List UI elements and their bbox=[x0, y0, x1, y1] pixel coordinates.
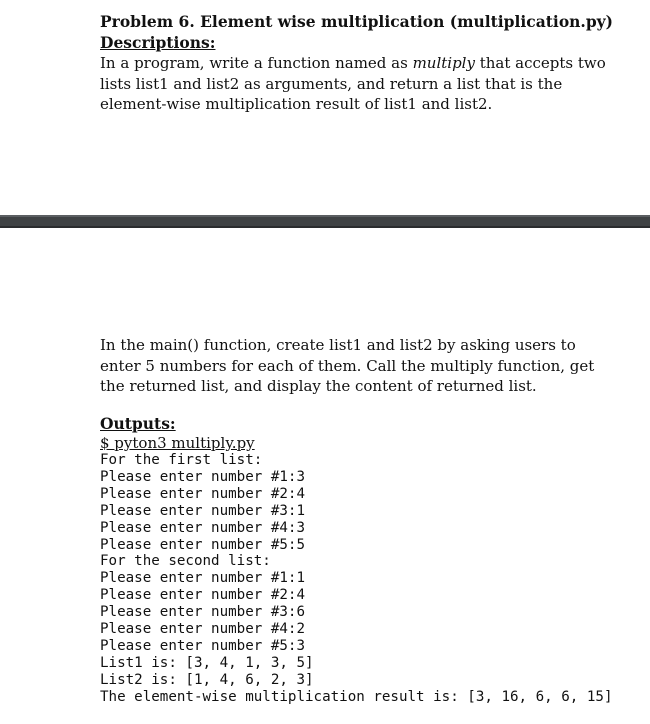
page-divider bbox=[0, 215, 650, 228]
console-output bbox=[100, 452, 630, 706]
main-instructions-paragraph: In the main() function, create list1 and list2 by asking users to enter 5 numbers for each of them. Call the multiply function, get the returned list, and display the content of returned list. bbox=[100, 336, 595, 395]
console-line: The element-wise multiplication result is: [3, 16, 6, 6, 15] bbox=[100, 688, 613, 705]
description-suffix: that accepts two lists list1 and list2 as arguments, and return a list that is the element-wise multiplication result of list1 and list2. bbox=[100, 54, 606, 113]
console-line: Please enter number #5:5 bbox=[100, 536, 305, 553]
console-line: List2 is: [1, 4, 6, 2, 3] bbox=[100, 671, 314, 688]
console-line: Please enter number #2:4 bbox=[100, 587, 305, 604]
description-paragraph bbox=[100, 53, 620, 115]
console-line: Please enter number #3:1 bbox=[100, 502, 305, 519]
console-line: Please enter number #4:3 bbox=[100, 519, 305, 536]
console-line: Please enter number #5:3 bbox=[100, 637, 305, 654]
console-line: List1 is: [3, 4, 1, 3, 5] bbox=[100, 654, 314, 671]
console-line: For the first list: bbox=[100, 452, 263, 468]
console-line: Please enter number #4:2 bbox=[100, 621, 305, 638]
console-line: Please enter number #2:4 bbox=[100, 485, 305, 502]
console-line: Please enter number #1:3 bbox=[100, 468, 305, 485]
outputs-heading: Outputs: bbox=[100, 414, 176, 433]
console-line: For the second list: bbox=[100, 553, 271, 570]
description-prefix: In a program, write a function named as bbox=[100, 54, 413, 72]
descriptions-heading: Descriptions: bbox=[100, 33, 216, 52]
console-line: Please enter number #3:6 bbox=[100, 604, 305, 621]
terminal-command: $ pyton3 multiply.py bbox=[100, 434, 255, 452]
function-name: multiply bbox=[412, 54, 475, 72]
problem-title: Problem 6. Element wise multiplication (multiplication.py) bbox=[100, 12, 614, 31]
document-page-top bbox=[0, 0, 650, 215]
console-line: Please enter number #1:1 bbox=[100, 570, 305, 587]
